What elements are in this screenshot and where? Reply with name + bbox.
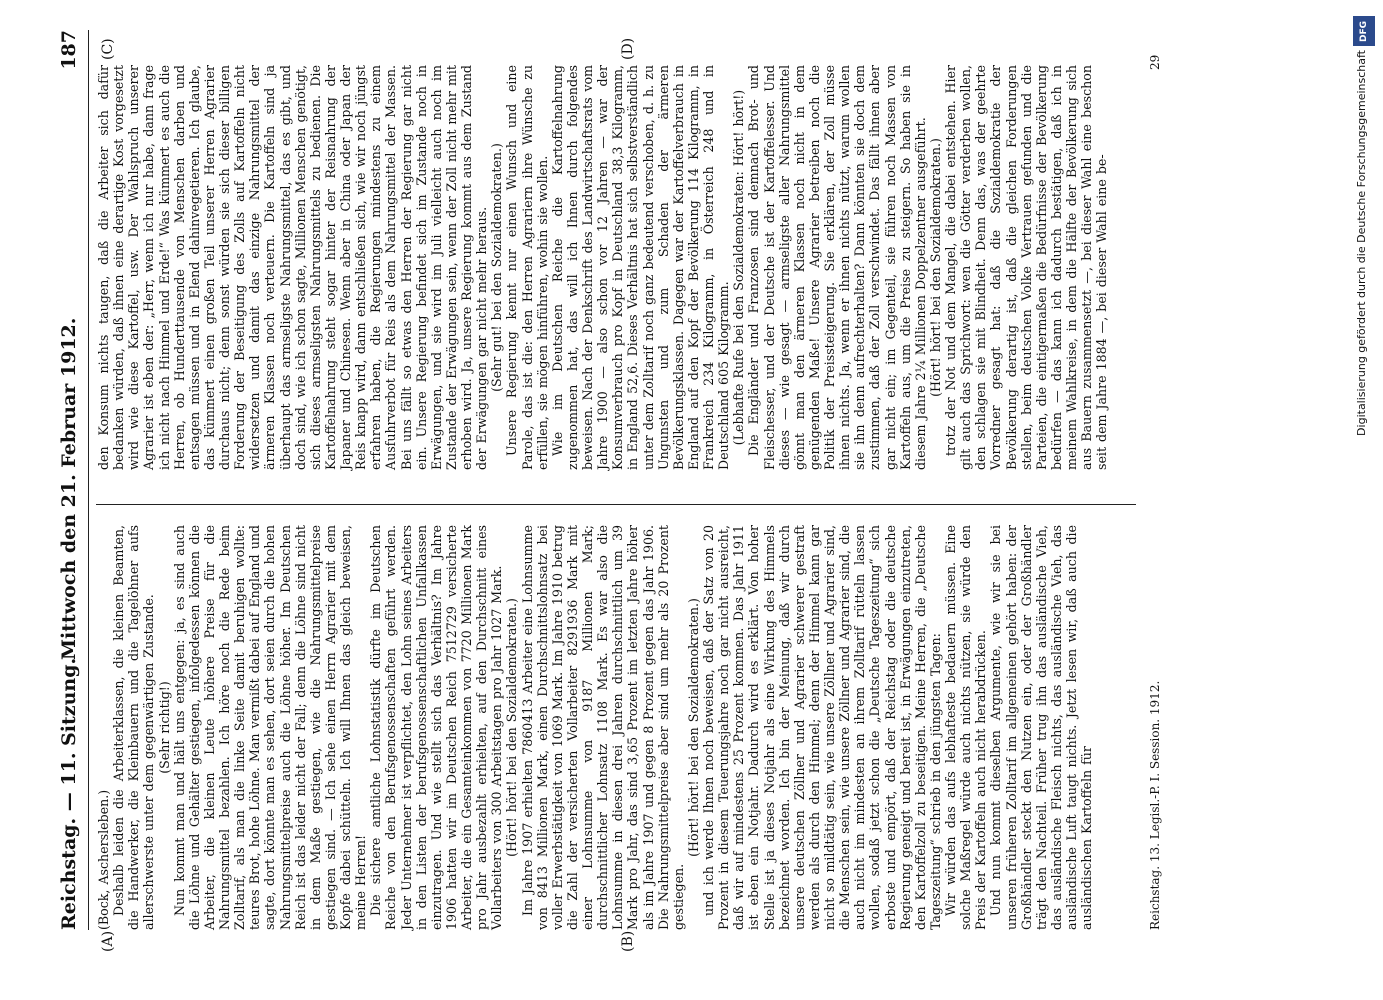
column-divider xyxy=(96,504,1136,505)
paragraph: Wie im Deutschen Reiche die Kartoffelnahrung zugenommen hat, das will ich Ihnen durch folgendes beweisen. Nach der Denkschrift des Landwirtschaftsrats vom Jahre 1900 — also schon vor 12 Jahren — war der Konsumverbrauch pro Kopf in Deutschland 38,3 Kilogramm, in England 52,6. Dieses Verhältnis hat sich selbstverständlich unter dem Zolltarif noch ganz bedeutend verschoben, d. h. zu Ungunsten und zum Schaden der ärmeren Bevölkerungsklassen. Dagegen war der Kartoffelverbrauch in England auf den Kopf der Bevölkerung 114 Kilogramm, in Frankreich 234 Kilogramm, in Österreich 248 und in Deutschland 605 Kilogramm. xyxy=(549,65,732,470)
paragraph: Wir würden das aufs lebhafteste bedauern müssen. Eine solche Maßregel würde auch nichts nützen, sie würde den Preis der Kartoffeln auch nicht herabdrücken. xyxy=(943,525,989,930)
interjection: (Hört! hört! bei den Sozialdemokraten.) xyxy=(927,138,943,397)
footer-page-sheet: 29 xyxy=(1148,54,1162,70)
interjection: (Sehr richtig!) xyxy=(156,681,172,774)
paragraph: (Bock, Aschersleben.) xyxy=(96,789,111,930)
header-left: Reichstag. — 11. Sitzung. xyxy=(58,657,80,930)
paragraph: trotz der Not und dem Mangel, die dabei entstehen. Hier gilt auch das Sprichwort: wen die Götter verderben wollen, den schlagen sie mit Blindheit. Denn das, was der geehrte Vorredner gesagt hat: daß die Sozialdemokratie der Bevölkerung derartig ist, daß die gleichen Forderungen stellen, beim deutschen Volke Vertrauen gefunden und die Parteien, die eintigermaßen die Bedürfnisse der Bevölkerung bedürfen — das kann ich dadurch bestätigen, daß ich in meinem Wahlkreise, in dem die Hälfte der Bevölkerung sich aus Bauern zusammensetzt —, bei dieser Wahl eine beschon seit dem Jahre 1884 —, bei dieser Wahl eine be- xyxy=(943,65,1110,470)
interjection: (Hört! hört! bei den Sozialdemokraten.) xyxy=(685,598,701,857)
paragraph: Deshalb leiden die Arbeiterklassen, die kleinen Beamten, die Handwerker, die Kleinbauern und die Tagelöhner aufs allerschwerste unter dem gegenwärtigen Zustande. xyxy=(111,525,157,930)
page-number: 187 xyxy=(58,30,80,70)
margin-mark-d: (D) xyxy=(620,37,636,60)
header-date: Mittwoch den 21. Februar 1912. xyxy=(58,317,80,660)
paragraph: und ich werde Ihnen noch beweisen, daß der Satz von 20 Prozent in diesem Teuerungsjahre noch gar nicht ausreicht, daß wir auf mindestens 25 Prozent kommen. Das Jahr 1911 ist eben ein Notjahr. Dadurch wird es erklärt. Von hoher Stelle ist ja dieses Notjahr als eine Wirkung des Himmels bezeichnet worden. Ich bin der Meinung, daß wir durch unsere deutschen Zöllner und Agrarier schwerer gestraft werden als durch den Himmel; denn der Himmel kann gar nicht so mildtätig sein, wie unsere Zöllner und Agrarier sind, die Menschen sein, wie unsere Zöllner und Agrarier sind, die auch nicht im mindesten an ihrem Zolltarif rütteln lassen wollen, sodaß jetzt schon die „Deutsche Tageszeitung“ sich erboste und empört, daß der Reichstag oder die deutsche Regierung geneigt und bereit ist, in Erwägungen einzutreten, den Kartoffelzoll zu beseitigen. Meine Herren, die „Deutsche Tageszeitung“ schrieb in den jüngsten Tagen: xyxy=(701,525,943,930)
dfg-logo: DFG xyxy=(1353,16,1375,46)
paragraph: Im Jahre 1907 erhielten 7860413 Arbeiter eine Lohnsumme von 8413 Millionen Mark, einen Durchschnittslohnsatz bei voller Erwerbstätigkeit von 1069 Mark. Im Jahre 1910 betrug die Zahl der versicherten Vollarbeiter 8291936 Mark mit einer Lohnsumme von 9187 Millionen Mark; durchschnittlicher Lohnsatz 1108 Mark. Es war also die Lohnsumme in diesen drei Jahren durchschnittlich um 39 Mark pro Jahr, das sind 3,65 Prozent im letzten Jahre höher als im Jahre 1907 und gegen 8 Prozent gegen das Jahr 1906. Die Nahrungsmittelpreise aber sind um mehr als 20 Prozent gestiegen. xyxy=(519,525,686,930)
interjection: (Sehr gut! bei den Sozialdemokraten.) xyxy=(489,143,505,392)
left-text-column xyxy=(96,525,1094,930)
interjection: (Lebhafte Rufe bei den Sozialdemokraten: Hört! hört!) xyxy=(731,89,747,446)
paragraph: Unsere Regierung kennt nur einen Wunsch und eine Parole, das ist die: den Herren Agrariern ihre Wünsche zu erfüllen, sie mögen hinführen, wohin sie wollen. xyxy=(504,65,550,470)
margin-mark-b: (B) xyxy=(620,930,636,952)
paragraph: Die Engländer und Franzosen sind demnach Brot- und Fleischesser, und der Deutsche ist der Kartoffelesser. Und dieses — wie gesagt — armseligste aller Nahrungsmittel gönnt man den ärmeren Klassen noch nicht in dem genügenden Maße! Unsere Agrarier betreiben noch die Politik der Preissteigerung. Sie erklären, der Zoll müsse ihnen nichts. Ja, wenn er ihnen nichts nützt, warum wollen sie ihn denn aufrechterhalten? Dann könnten sie doch dem zustimmen, daß der Zoll verschwindet. Das fällt ihnen aber gar nicht ein; im Gegenteil, sie führen noch Massen von Kartoffeln aus, um die Preise zu steigern. So haben sie in diesem Jahre 2¼ Millionen Doppelzentner ausgeführt. xyxy=(746,65,928,470)
paragraph: den Konsum nichts taugen, daß die Arbeiter sich dafür bedanken würden, daß ihnen eine derartige Kost vorgesetzt wird wie diese Kartoffel, usw. Der Wahlspruch unserer Agrarier ist eben der: „Herr, wenn ich nur habe, dann frage ich nicht nach Himmel und Erde!“ Was kümmert es auch die Herren, ob Hunderttausende von Menschen darben und entsagen müssen und in Elend dahinvegetieren. Ich glaube, das kümmert einen großen Teil unserer Herren Agrarier durchaus nicht; denn sonst würden sie sich dieser billigen Forderung der Beseitigung des Zolls auf Kartoffeln nicht widersetzen und damit das einzige Nahrungsmittel der ärmeren Klassen noch verteuern. Die Kartoffeln sind ja überhaupt das armseligste Nahrungsmittel, das es gibt, und doch sind, wie ich schon sagte, Millionen Menschen genötigt, sich dieses armseligsten Nahrungsmittels zu bedienen. Die Kartoffelnahrung steht sogar hinter der Reisnahrung der Japaner und Chinesen. Wenn aber in China oder Japan der Reis knapp wird, dann entschließen sich, wie wir noch jüngst erfahren haben, die Regierungen mindestens zu einem Ausfuhrverbot für Reis als dem Nahrungsmittel der Massen. Bei uns fällt so etwas den Herren der Regierung gar nicht ein. Unsere Regierung befindet sich im Zustande noch in Erwägungen, und sie wird im Juli vielleicht auch noch im Zustande der Erwägungen sein, wenn der Zoll nicht mehr mit erhoben wird. Ja, unsere Regierung kommt aus dem Zustand der Erwägungen gar nicht mehr heraus. xyxy=(96,65,490,470)
footer-left: Reichstag. 13. Legisl.-P. I. Session. 1912. xyxy=(1148,680,1162,930)
paragraph: Nun kommt man und hält uns entgegen: ja, es sind auch die Löhne und Gehälter gestiegen, infolgedessen können die Arbeiter, die kleinen Leute höhere Preise für die Nahrungsmittel bezahlen. Ich höre noch die Rede beim Zolltarif, als man die linke Seite damit beruhigen wollte: teures Brot, hohe Löhne. Man vermißt dabei auf England und sagte, dort könnte man es sehen, dort seien durch die hohen Nahrungsmittelpreise auch die Löhne höher. Im Deutschen Reich ist das leider nicht der Fall; denn die Löhne sind nicht in dem Maße gestiegen, wie die Nahrungsmittelpreise gestiegen sind. — Ich sehe einen Herrn Agrarier mit dem Kopfe dabei schütteln. Ich will Ihnen das gleich beweisen, meine Herren! xyxy=(171,525,369,930)
interjection: (Hört! hört! bei den Sozialdemokraten.) xyxy=(504,598,520,857)
page-header xyxy=(48,30,89,930)
dfg-sidebar xyxy=(1345,10,1383,990)
paragraph: Und nun kommt dieselben Argumente, wie wir sie bei unseren früheren Zolltarif im allgemeinen gehört haben: der Großhändler steckt den Nutzen ein, oder der Großhändler trägt den Nachteil. Früher trug ihn das ausländische Vieh, das ausländische Fleisch nichts, das ausländische Vieh, das ausländische Luft taugt nichts. Jetzt lesen wir, daß auch die ausländischen Kartoffeln für xyxy=(988,525,1095,930)
right-text-column xyxy=(96,65,1109,470)
digitization-credit: Digitalisierung gefördert durch die Deutsche Forschungsgemeinschaft xyxy=(1355,50,1368,436)
margin-mark-c: (C) xyxy=(100,38,116,60)
margin-mark-a: (A) xyxy=(100,930,116,952)
paragraph: Die sichere amtliche Lohnstatistik dürfte im Deutschen Reiche von den Berufsgenossenschaften geführt werden. Jeder Unternehmer ist verpflichtet, den Lohn seines Arbeiters in den Listen der berufsgenossenschaftlichen Unfallkassen einzutragen. Und wie stellt sich das Verhältnis? Im Jahre 1906 hatten wir im Deutschen Reich 7512729 versicherte Arbeiter, die ein Gesamteinkommen von 7720 Millionen Mark pro Jahr ausbezahlt erhielten, auf den Durchschnitt eines Vollarbeiters von 300 Arbeitstagen pro Jahr 1027 Mark. xyxy=(368,525,505,930)
